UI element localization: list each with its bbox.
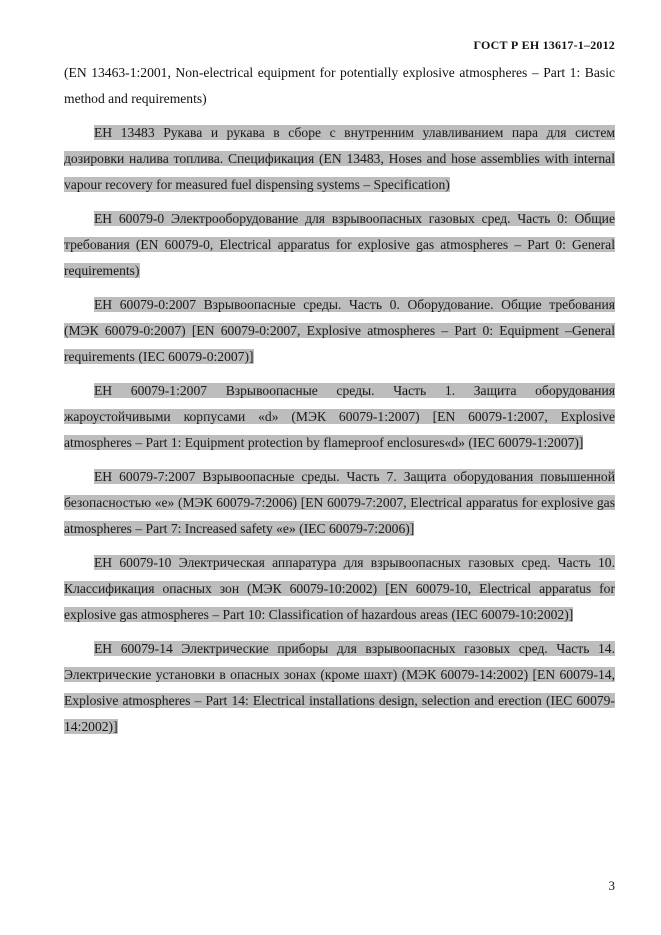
reference-paragraph — [64, 292, 615, 370]
standard-code-header: ГОСТ Р ЕН 13617-1–2012 — [473, 38, 615, 52]
reference-text: (EN 13463-1:2001, Non-electrical equipment for potentially explosive atmospheres – Part 1: Basic method and requirements) — [64, 65, 615, 106]
reference-text: ЕН 60079-0:2007 Взрывоопасные среды. Часть 0. Оборудование. Общие требования (МЭК 60079-0:2007) [EN 60079-0:2007, Explosive atmospheres – Part 0: Equipment –General requirements (IEC 60079-0:2007)] — [64, 297, 615, 364]
reference-paragraph — [64, 464, 615, 542]
references-list — [64, 60, 615, 748]
reference-text: ЕН 13483 Рукава и рукава в сборе с внутренним улавливанием пара для систем дозировки налива топлива. Спецификация (EN 13483, Hoses and hose assemblies with internal vapour recovery for measured fuel dispensing systems – Specification) — [64, 125, 615, 192]
reference-paragraph — [64, 60, 615, 112]
reference-text: ЕН 60079-7:2007 Взрывоопасные среды. Часть 7. Защита оборудования повышенной безопасностью «е» (МЭК 60079-7:2006) [EN 60079-7:2007, Electrical apparatus for explosive gas atmospheres – Part 7: Increased safety «e» (IEC 60079-7:2006)] — [64, 469, 615, 536]
page-number: 3 — [608, 878, 615, 893]
reference-text: ЕН 60079-14 Электрические приборы для взрывоопасных газовых сред. Часть 14. Электрические установки в опасных зонах (кроме шахт) (МЭК 60079-14:2002) [EN 60079-14, Explosive atmospheres – Part 14: Electrical installations design, selection and erection (IEC 60079-14:2002)] — [64, 641, 615, 734]
reference-paragraph — [64, 378, 615, 456]
reference-paragraph — [64, 636, 615, 740]
reference-text: ЕН 60079-1:2007 Взрывоопасные среды. Часть 1. Защита оборудования жароустойчивыми корпусами «d» (МЭК 60079-1:2007) [EN 60079-1:2007, Explosive atmospheres – Part 1: Equipment protection by flameproof enclosures«d» (IEC 60079-1:2007)] — [64, 383, 615, 450]
reference-text: ЕН 60079-0 Электрооборудование для взрывоопасных газовых сред. Часть 0: Общие требования (EN 60079-0, Electrical apparatus for explosive gas atmospheres – Part 0: General requirements) — [64, 211, 615, 278]
reference-paragraph — [64, 120, 615, 198]
reference-text: ЕН 60079-10 Электрическая аппаратура для взрывоопасных газовых сред. Часть 10. Классификация опасных зон (МЭК 60079-10:2002) [EN 60079-10, Electrical apparatus for explosive gas atmospheres – Part 10: Classification of hazardous areas (IEC 60079-10:2002)] — [64, 555, 615, 622]
reference-paragraph — [64, 206, 615, 284]
reference-paragraph — [64, 550, 615, 628]
